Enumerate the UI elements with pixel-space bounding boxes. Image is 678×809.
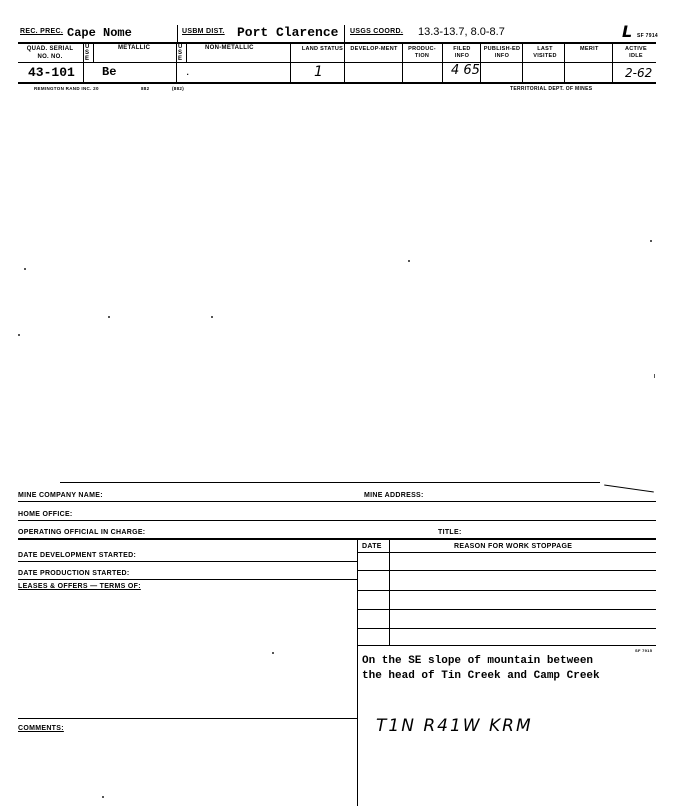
dept-line: TERRITORIAL DEPT. OF MINES: [510, 86, 593, 92]
speck: [211, 316, 213, 318]
col-last-visited: LAST VISITED: [533, 46, 557, 59]
use-letter-e2: E: [178, 56, 183, 62]
speck: [108, 316, 110, 318]
row-filed-info: 4 65: [451, 63, 480, 78]
row-metallic: Be: [102, 65, 117, 79]
form-number: SF 7914: [637, 33, 659, 39]
use-letter-s: S: [85, 50, 90, 56]
rec-prec-value: Cape Nome: [67, 26, 132, 40]
use-letter-s2: S: [178, 50, 183, 56]
speck: [102, 796, 104, 798]
col-non-metallic: NON-METALLIC: [205, 45, 254, 51]
usgs-coord-value: 13.3-13.7, 8.0-8.7: [418, 26, 505, 38]
col-use-letters-left: [85, 44, 90, 62]
mine-address-label: MINE ADDRESS:: [364, 492, 424, 499]
col-merit: MERIT: [580, 46, 599, 52]
printer-line: REMINGTON RAND INC. 20: [34, 86, 99, 91]
speck: [654, 374, 655, 378]
use-letter-u: U: [85, 44, 90, 50]
use-letter-e: E: [85, 56, 90, 62]
row-land-status: 1: [314, 64, 323, 80]
speck: [18, 334, 20, 336]
speck: [24, 268, 26, 270]
form-number-2: SF 7915: [635, 648, 653, 653]
speck: [650, 240, 652, 242]
reason-column-header: REASON FOR WORK STOPPAGE: [454, 543, 573, 550]
leases-label: LEASES & OFFERS — TERMS OF:: [18, 583, 141, 590]
col-quad-serial: QUAD. SERIAL NO. NO.: [26, 46, 74, 60]
corner-mark: L: [622, 22, 633, 41]
printer-code2: (882): [172, 86, 185, 91]
title-label: TITLE:: [438, 529, 462, 536]
col-metallic: METALLIC: [118, 45, 151, 51]
comments-label: COMMENTS:: [18, 725, 64, 732]
row-non-metallic: .: [186, 64, 190, 78]
row-quad-serial: 43-101: [28, 65, 75, 80]
col-use-letters-right: [178, 44, 183, 62]
speck: [408, 260, 410, 262]
township-range: T1N R41W KRM: [376, 716, 533, 736]
date-dev-started-label: DATE DEVELOPMENT STARTED:: [18, 552, 137, 559]
usbm-dist-value: Port Clarence: [237, 25, 339, 40]
use-letter-u2: U: [178, 44, 183, 50]
col-published-info: PUBLISH-ED INFO: [483, 46, 521, 59]
col-development: DEVELOP-MENT: [350, 46, 398, 52]
rec-prec-label: REC. PREC.: [20, 28, 64, 35]
printer-code: 882: [141, 86, 150, 91]
date-prod-started-label: DATE PRODUCTION STARTED:: [18, 570, 130, 577]
mine-company-name-label: MINE COMPANY NAME:: [18, 492, 103, 499]
col-land-status: LAND STATUS: [301, 46, 344, 52]
home-office-label: HOME OFFICE:: [18, 511, 73, 518]
operating-official-label: OPERATING OFFICIAL IN CHARGE:: [18, 529, 146, 536]
col-active-idle: ACTIVE IDLE: [625, 46, 647, 59]
usgs-coord-label: USGS COORD.: [350, 28, 404, 35]
row-active-idle: 2-62: [625, 66, 653, 80]
location-line-2: the head of Tin Creek and Camp Creek: [362, 670, 600, 682]
date-column-header: DATE: [362, 543, 382, 550]
col-filed-info: FILED INFO: [453, 46, 471, 59]
usbm-dist-label: USBM DIST.: [182, 28, 225, 35]
col-production: PRODUC-TION: [408, 46, 436, 59]
speck: [272, 652, 274, 654]
location-line-1: On the SE slope of mountain between: [362, 655, 594, 667]
